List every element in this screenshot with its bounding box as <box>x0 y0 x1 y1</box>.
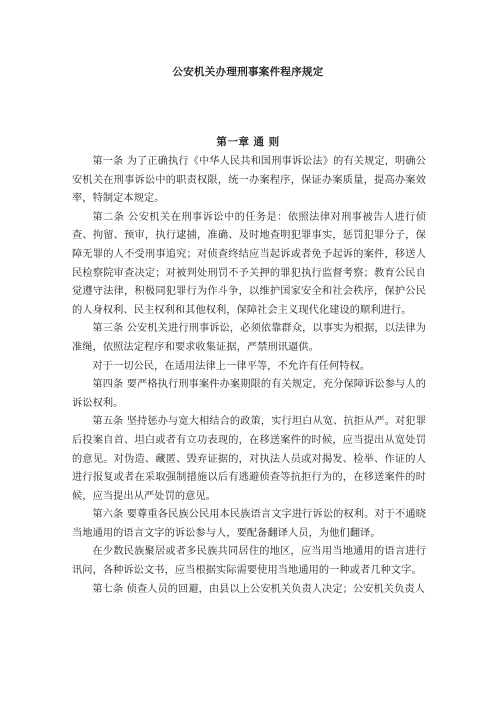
paragraph-article-4: 第四条 要严格执行刑事案件办案期限的有关规定，充分保障诉讼参与人的诉讼权利。 <box>72 379 426 409</box>
paragraph-article-6: 第六条 要尊重各民族公民用本民族语言文字进行诉讼的权利。对于不通晓当地通用的语言文字的诉讼参与人，要配备翻译人员，为他们翻译。 <box>72 509 426 539</box>
document-body <box>72 153 426 599</box>
paragraph-article-7: 第七条 侦查人员的回避，由县以上公安机关负责人决定；公安机关负责人 <box>92 583 425 595</box>
document-title: 公安机关办理刑事案件程序规定 <box>172 66 324 78</box>
paragraph-minority-regions: 在少数民族聚居或者多民族共同居住的地区，应当用当地通用的语言进行讯问，各种诉讼文书，应当根据实际需要使用当地通用的一种或者几种文字。 <box>72 546 426 577</box>
paragraph-article-1: 第一条 为了正确执行《中华人民共和国刑事诉讼法》的有关规定，明确公安机关在刑事诉讼中的职责权限，统一办案程序，保证办案质量，提高办案效率，特制定本规定。 <box>72 156 426 205</box>
paragraph-article-2: 第二条 公安机关在刑事诉讼中的任务是：依照法律对刑事被告人进行侦查、拘留、预审，执行逮捕，准确、及时地查明犯罪事实，惩罚犯罪分子，保障无罪的人不受刑事追究；对侦查终结应当起诉或者免予起诉的案件，移送人民检察院审查决定；对被判处刑罚不予关押的罪犯执行监督考察；教育公民自觉遵守法律，积极同犯罪行为作斗争，以维护国家安全和社会秩序，保护公民的人身权利、民主权利和其他权利，保障社会主义现代化建设的顺利进行。 <box>72 211 426 316</box>
paragraph-article-5: 第五条 坚持惩办与宽大相结合的政策，实行坦白从宽、抗拒从严。对犯罪后投案自首、坦白或者有立功表现的，在移送案件的时候，应当提出从宽处罚的意见。对伪造、藏匿、毁弃证据的，对执法人员或对揭发、检举、作证的人进行报复或者在采取强制措施以后有逃避侦查等抗拒行为的，在移送案件的时候，应当提出从严处罚的意见。 <box>72 416 426 502</box>
paragraph-equality: 对于一切公民，在适用法律上一律平等，不允许有任何特权。 <box>92 360 371 372</box>
chapter-heading: 第一章 通 则 <box>216 136 280 148</box>
paragraph-article-3: 第三条 公安机关进行刑事诉讼，必须依靠群众，以事实为根据，以法律为准绳，依照法定程序和要求收集证据，严禁刑讯逼供。 <box>72 323 426 353</box>
